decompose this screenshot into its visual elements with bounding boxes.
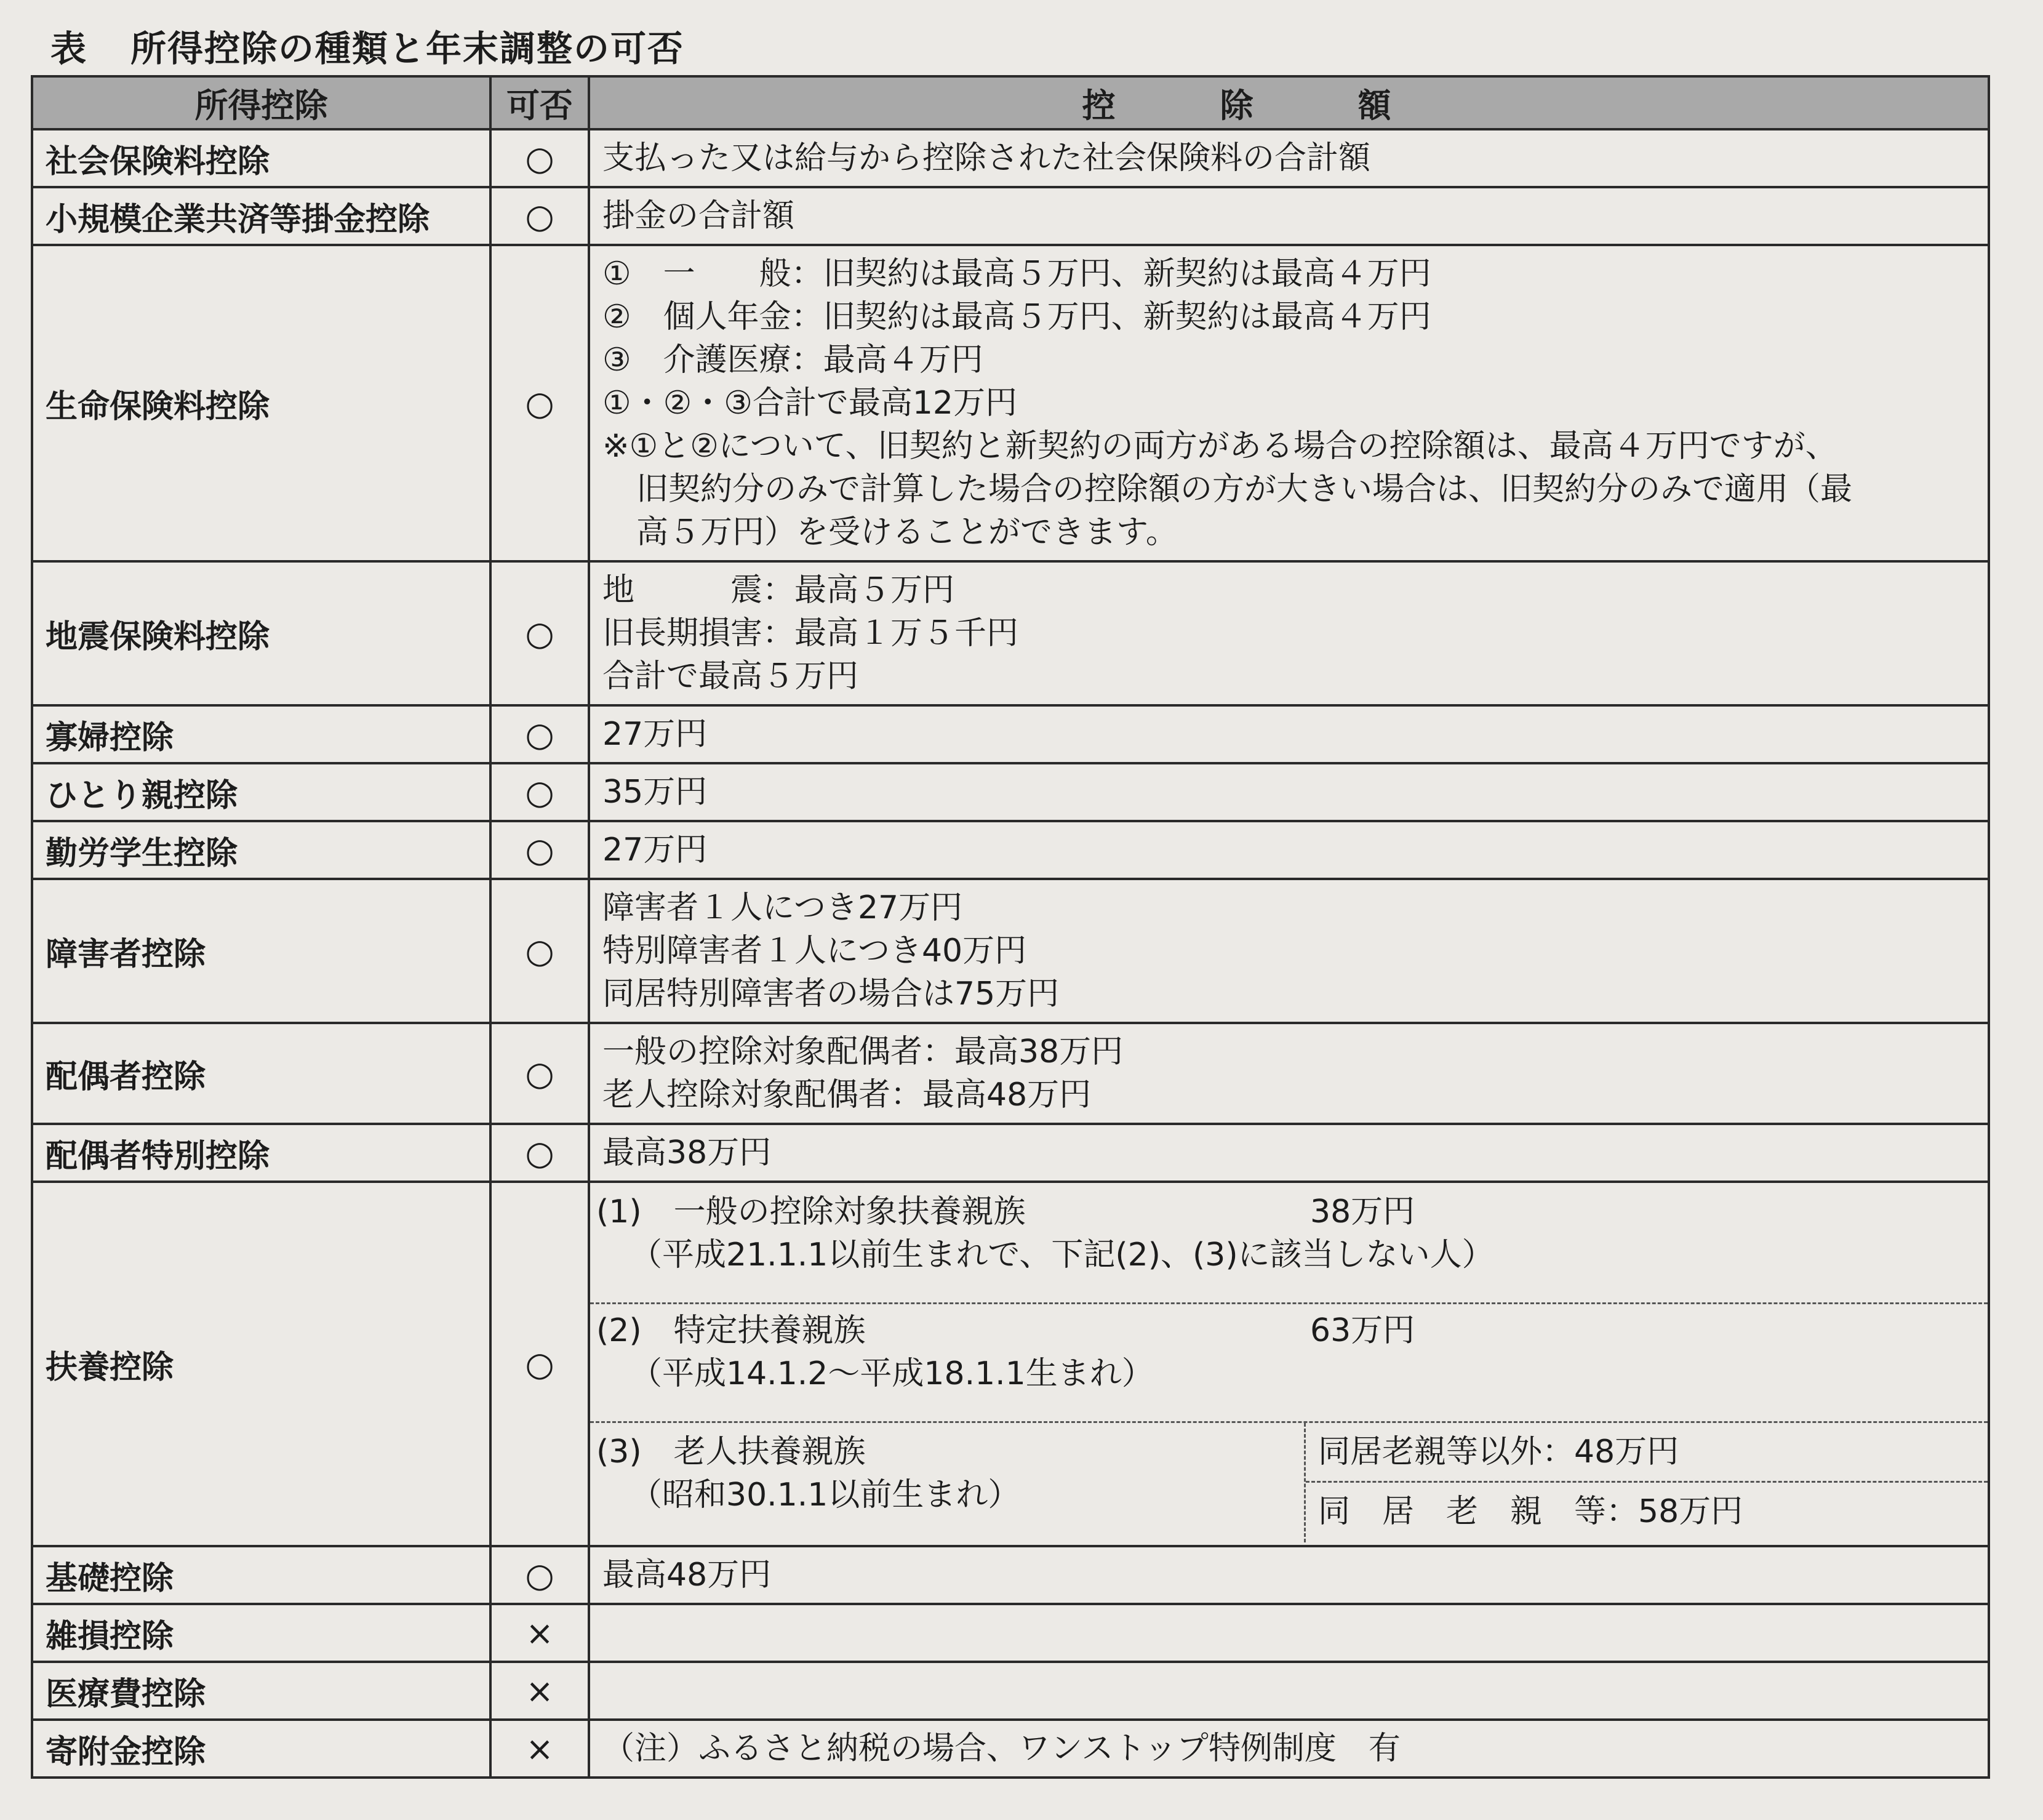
amount-note: 高５万円）を受けることができます。 [636,514,1178,551]
row-amount: 最高38万円 [589,1124,1989,1182]
amount-line: 一般の控除対象配偶者：最高38万円 [602,1033,1124,1070]
elderly-amount-cohabit: 同 居 老 親 等：58万円 [1306,1481,1988,1541]
table-row [32,129,1989,187]
row-name: 寄附金控除 [32,1720,490,1778]
row-name: 勤労学生控除 [32,821,490,879]
row-name: ひとり親控除 [32,763,490,821]
row-mark: × [490,1720,589,1778]
row-amount [589,1182,1989,1546]
dependent-item-specific [590,1302,1988,1421]
deduction-table [31,75,1990,1779]
row-amount [589,561,1989,705]
dependent-item-note: （平成21.1.1以前生まれで、下記(2)、(3)に該当しない人） [630,1237,1494,1273]
row-mark: ○ [490,561,589,705]
dependent-item-title: (3) 老人扶養親族 [596,1433,866,1470]
page-title [50,20,684,71]
row-name: 配偶者控除 [32,1023,490,1124]
row-name: 社会保険料控除 [32,129,490,187]
row-amount [589,879,1989,1023]
table-row [32,1662,1989,1720]
dependent-item-elderly [590,1421,1988,1542]
row-mark: ○ [490,129,589,187]
amount-line: ①・②・③合計で最高12万円 [602,385,1018,422]
title-text: 所得控除の種類と年末調整の可否 [130,28,685,70]
row-amount: 最高48万円 [589,1546,1989,1604]
table-row [32,1604,1989,1662]
header-row [32,76,1989,129]
row-amount: 掛金の合計額 [589,187,1989,245]
row-name: 小規模企業共済等掛金控除 [32,187,490,245]
amount-line: 旧長期損害：最高１万５千円 [602,615,1019,652]
row-mark: ○ [490,821,589,879]
row-amount [589,1604,1989,1662]
row-name: 障害者控除 [32,879,490,1023]
table-row [32,1023,1989,1124]
table-row [32,187,1989,245]
amount-line: ② 個人年金：旧契約は最高５万円、新契約は最高４万円 [602,299,1431,335]
title-label: 表 [50,28,88,70]
table-row-dependent [32,1182,1989,1546]
table-row [32,561,1989,705]
row-mark: × [490,1662,589,1720]
row-name: 雑損控除 [32,1604,490,1662]
table-row [32,763,1989,821]
table-row [32,1720,1989,1778]
amount-note: 旧契約分のみで計算した場合の控除額の方が大きい場合は、旧契約分のみで適用（最 [636,471,1853,508]
elderly-amount-other: 同居老親等以外：48万円 [1318,1433,1679,1470]
amount-line: 障害者１人につき27万円 [602,889,963,926]
row-name: 医療費控除 [32,1662,490,1720]
dependent-item-general [590,1185,1988,1302]
row-mark: ○ [490,763,589,821]
row-amount [589,245,1989,561]
row-mark: ○ [490,1182,589,1546]
amount-line: 特別障害者１人につき40万円 [602,932,1027,969]
amount-line: 同居特別障害者の場合は75万円 [602,976,1060,1012]
row-name: 地震保険料控除 [32,561,490,705]
row-amount: （注）ふるさと納税の場合、ワンストップ特例制度 有 [589,1720,1989,1778]
row-name: 扶養控除 [32,1182,490,1546]
row-mark: × [490,1604,589,1662]
row-mark: ○ [490,1023,589,1124]
dependent-item-note: （平成14.1.2～平成18.1.1生まれ） [630,1355,1154,1392]
dependent-item-note: （昭和30.1.1以前生まれ） [630,1477,1020,1513]
table-row [32,245,1989,561]
header-amount: 控除額 [589,76,1989,129]
amount-line: 合計で最高５万円 [602,658,859,695]
amount-line: 老人控除対象配偶者：最高48万円 [602,1076,1092,1113]
table-row [32,821,1989,879]
row-mark: ○ [490,1546,589,1604]
dependent-item-amount: 38万円 [1310,1193,1415,1230]
amount-line: ③ 介護医療：最高４万円 [602,342,983,379]
row-mark: ○ [490,1124,589,1182]
row-amount: 27万円 [589,821,1989,879]
table-row [32,1124,1989,1182]
table-row [32,879,1989,1023]
amount-note: ※①と②について、旧契約と新契約の両方がある場合の控除額は、最高４万円ですが、 [602,428,1837,465]
row-mark: ○ [490,879,589,1023]
dependent-item-amount: 63万円 [1310,1312,1415,1349]
table-row [32,705,1989,763]
table-row [32,1546,1989,1604]
row-amount: 35万円 [589,763,1989,821]
row-amount: 支払った又は給与から控除された社会保険料の合計額 [589,129,1989,187]
amount-line: 地 震：最高５万円 [602,572,955,609]
row-amount: 27万円 [589,705,1989,763]
row-mark: ○ [490,705,589,763]
elderly-amounts [1304,1423,1988,1542]
header-allowed: 可否 [490,76,589,129]
row-amount [589,1023,1989,1124]
row-name: 生命保険料控除 [32,245,490,561]
row-amount [589,1662,1989,1720]
row-mark: ○ [490,187,589,245]
row-name: 配偶者特別控除 [32,1124,490,1182]
row-name: 基礎控除 [32,1546,490,1604]
row-name: 寡婦控除 [32,705,490,763]
dependent-item-title: (2) 特定扶養親族 [596,1312,866,1349]
row-mark: ○ [490,245,589,561]
amount-line: ① 一 般：旧契約は最高５万円、新契約は最高４万円 [602,255,1431,292]
dependent-item-title: (1) 一般の控除対象扶養親族 [596,1193,1026,1230]
header-deduction: 所得控除 [32,76,490,129]
